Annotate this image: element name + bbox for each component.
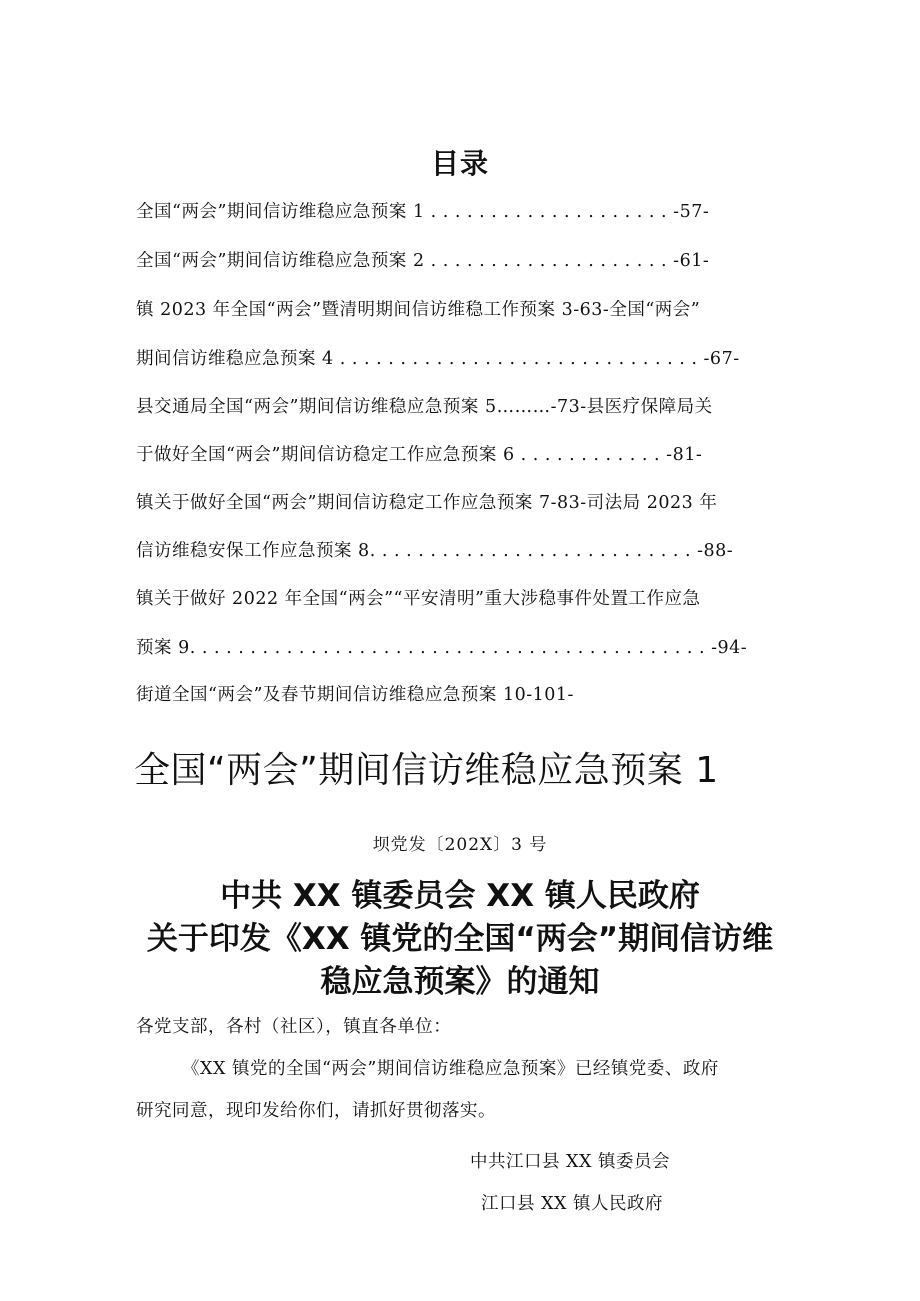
toc-line: 期间信访维稳应急预案 4 . . . . . . . . . . . . . . . . . . . . . . . . . . . . . . -67-: [136, 349, 740, 369]
toc-line: 全国“两会”期间信访维稳应急预案 2 . . . . . . . . . . . . . . . . . . . . -61-: [136, 251, 710, 271]
toc-line: 街道全国“两会”及春节期间信访维稳应急预案 10-101-: [136, 685, 574, 705]
toc-line: 镇关于做好全国“两会”期间信访稳定工作应急预案 7-83-司法局 2023 年: [136, 493, 718, 513]
notice-title-line: 关于印发《XX 镇党的全国“两会”期间信访维: [146, 921, 774, 957]
toc-line: 于做好全国“两会”期间信访稳定工作应急预案 6 . . . . . . . . . . . . -81-: [136, 445, 703, 465]
body-paragraph-line: 《XX 镇党的全国“两会”期间信访维稳应急预案》已经镇党委、政府: [182, 1059, 719, 1079]
toc-line: 全国“两会”期间信访维稳应急预案 1 . . . . . . . . . . . . . . . . . . . . -57-: [136, 202, 710, 222]
toc-line: 镇关于做好 2022 年全国“两会”“平安清明”重大涉稳事件处置工作应急: [136, 589, 701, 609]
signature-government: 江口县 XX 镇人民政府: [481, 1194, 664, 1214]
salutation: 各党支部，各村（社区），镇直各单位：: [136, 1017, 452, 1037]
document-heading: 全国“两会”期间信访维稳应急预案 1: [134, 750, 719, 791]
toc-line: 镇 2023 年全国“两会”暨清明期间信访维稳工作预案 3-63-全国“两会”: [136, 300, 701, 320]
toc-line: 预案 9. . . . . . . . . . . . . . . . . . . . . . . . . . . . . . . . . . . . . . . . . . . -94-: [136, 638, 748, 658]
toc-title: 目录: [430, 147, 489, 180]
notice-title-line: 稳应急预案》的通知: [320, 964, 600, 1000]
toc-line: 县交通局全国“两会”期间信访维稳应急预案 5………-73-县医疗保障局关: [136, 397, 713, 417]
toc-line: 信访维稳安保工作应急预案 8. . . . . . . . . . . . . . . . . . . . . . . . . . . -88-: [136, 541, 734, 561]
document-number: 坝党发〔202X〕3 号: [372, 835, 548, 855]
signature-party-committee: 中共江口县 XX 镇委员会: [470, 1152, 671, 1172]
body-paragraph-line: 研究同意，现印发给你们，请抓好贯彻落实。: [136, 1101, 496, 1121]
notice-title-line: 中共 XX 镇委员会 XX 镇人民政府: [220, 878, 700, 914]
